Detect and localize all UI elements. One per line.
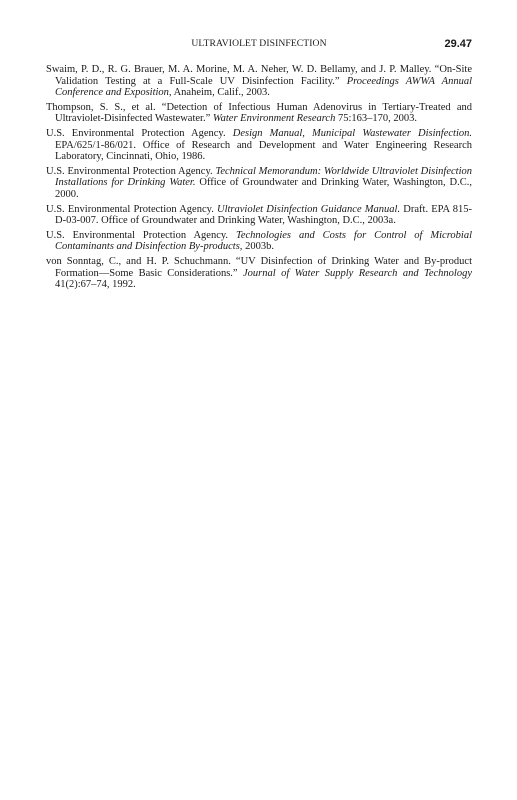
reference-list bbox=[46, 64, 472, 294]
reference-text: U.S. Environmental Protection Agency. bbox=[46, 203, 218, 215]
reference-source: Water Environment Research bbox=[212, 113, 336, 125]
reference-source: Proceedings AWWA Annual Conference and Exposition, bbox=[55, 75, 472, 99]
reference-entry bbox=[46, 204, 472, 227]
running-head bbox=[46, 37, 472, 51]
page-number: 29.47 bbox=[444, 38, 472, 50]
reference-entry bbox=[46, 166, 472, 201]
reference-source: Technologies and Costs for Control of Microbial Contaminants and Disinfection By-products, bbox=[55, 229, 473, 253]
reference-details: 75:163–170, 2003. bbox=[335, 113, 418, 125]
reference-details: Office of Groundwater and Drinking Water, Washington, D.C., 2000. bbox=[55, 177, 472, 200]
reference-text: Swaim, P. D., R. G. Brauer, M. A. Morine, M. A. Neher, W. D. Bellamy, and J. P. Malley. “On-Site Validation Testing at a Full-Scale UV Disinfection Facility.” bbox=[46, 64, 472, 87]
reference-text: U.S. Environmental Protection Agency. bbox=[46, 165, 216, 177]
running-title: ULTRAVIOLET DISINFECTION bbox=[191, 38, 327, 49]
reference-source: Ultraviolet Disinfection Guidance Manual. bbox=[217, 203, 401, 215]
reference-details: 2003b. bbox=[242, 241, 274, 253]
reference-text: Thompson, S. S., et al. “Detection of Infectious Human Adenovirus in Tertiary-Treated and Ultraviolet-Disinfected Wastewater.” bbox=[46, 101, 472, 125]
reference-details: 41(2):67–74, 1992. bbox=[55, 279, 136, 291]
reference-entry bbox=[46, 128, 472, 163]
reference-source: Design Manual, Municipal Wastewater Disinfection. bbox=[232, 127, 473, 139]
reference-source: Technical Memorandum: Worldwide Ultraviolet Disinfection Installations for Drinking Water. bbox=[55, 165, 472, 189]
reference-text: U.S. Environmental Protection Agency. bbox=[46, 127, 233, 139]
reference-text: U.S. Environmental Protection Agency. bbox=[46, 229, 236, 241]
reference-text: von Sonntag, C., and H. P. Schuchmann. “UV Disinfection of Drinking Water and By-product Formation—Some Basic Considerations.” bbox=[46, 255, 472, 279]
reference-entry bbox=[46, 230, 472, 253]
reference-entry bbox=[46, 102, 472, 125]
reference-details: Anaheim, Calif., 2003. bbox=[171, 87, 270, 99]
reference-entry bbox=[46, 64, 472, 99]
reference-details: Draft. EPA 815-D-03-007. Office of Groundwater and Drinking Water, Washington, D.C., 2003a. bbox=[55, 203, 472, 227]
reference-details: EPA/625/1-86/021. Office of Research and Development and Water Engineering Research Laboratory, Cincinnati, Ohio, 1986. bbox=[55, 139, 472, 163]
reference-entry bbox=[46, 256, 472, 291]
reference-source: Journal of Water Supply Research and Technology bbox=[243, 267, 472, 279]
